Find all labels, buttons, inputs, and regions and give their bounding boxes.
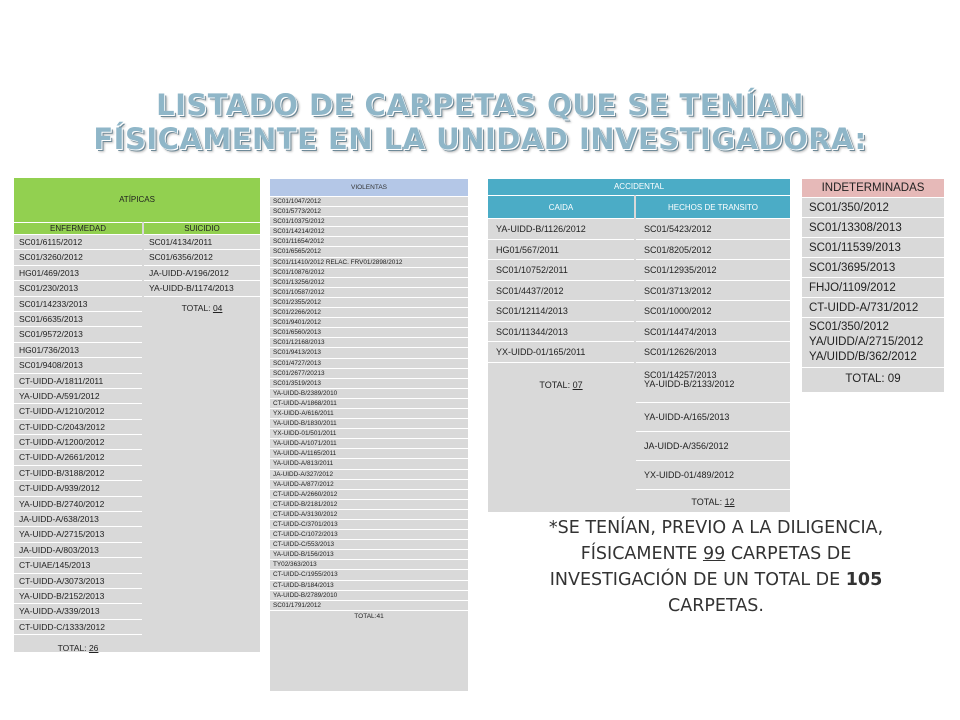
transito-row: YA-UIDD-B/2133/2012 bbox=[644, 378, 735, 389]
violentas-row: CT-UIDD-C/1955/2013 bbox=[270, 569, 468, 579]
suicidio-row: SC01/4134/2011 bbox=[144, 234, 260, 249]
indeterminadas-total: TOTAL: 09 bbox=[802, 367, 944, 389]
summary-note bbox=[496, 515, 936, 619]
indeterminadas-row: SC01/11539/2013 bbox=[802, 237, 944, 257]
violentas-row: CT-UIDD-C/553/2013 bbox=[270, 539, 468, 549]
note-part5: CARPETAS. bbox=[668, 596, 764, 616]
title-line-1: LISTADO DE CARPETAS QUE SE TENÍAN bbox=[156, 88, 804, 122]
indeterminadas-header: INDETERMINADAS bbox=[802, 179, 944, 197]
violentas-row: SC01/6565/2012 bbox=[270, 246, 468, 256]
violentas-row: SC01/1791/2012 bbox=[270, 600, 468, 610]
violentas-row: SC01/10587/2012 bbox=[270, 287, 468, 297]
enfermedad-total-label: TOTAL: bbox=[57, 643, 87, 654]
caida-total-label: TOTAL: bbox=[539, 379, 571, 390]
violentas-row: SC01/11654/2012 bbox=[270, 236, 468, 246]
enfermedad-row: YA-UIDD-A/2715/2013 bbox=[14, 526, 142, 541]
transito-column bbox=[636, 218, 790, 514]
enfermedad-column bbox=[14, 234, 142, 661]
violentas-row: SC01/9413/2013 bbox=[270, 347, 468, 357]
transito-row: SC01/14257/2013 bbox=[636, 362, 790, 378]
enfermedad-row: SC01/3260/2012 bbox=[14, 249, 142, 264]
violentas-row: SC01/2677/20213 bbox=[270, 368, 468, 378]
violentas-table bbox=[270, 179, 468, 691]
violentas-row: JA-UIDD-A/327/2012 bbox=[270, 469, 468, 479]
suicidio-row: YA-UIDD-B/1174/2013 bbox=[144, 280, 260, 295]
transito-row: SC01/8205/2012 bbox=[636, 239, 790, 260]
note-part2: FÍSICAMENTE bbox=[580, 544, 698, 564]
enfermedad-row: SC01/9408/2013 bbox=[14, 357, 142, 372]
violentas-row: YA-UIDD-A/1165/2011 bbox=[270, 448, 468, 458]
indeterminadas-multi-line: YA/UIDD/B/362/2012 bbox=[809, 351, 917, 363]
indeterminadas-row: SC01/350/2012 bbox=[802, 197, 944, 217]
note-total: 105 bbox=[845, 570, 883, 590]
violentas-row: SC01/3519/2013 bbox=[270, 378, 468, 388]
enfermedad-row: CT-UIDD-A/1811/2011 bbox=[14, 373, 142, 388]
violentas-header: VIOLENTAS bbox=[270, 179, 468, 196]
enfermedad-row: CT-UIDD-C/1333/2012 bbox=[14, 619, 142, 634]
caida-row: SC01/12114/2013 bbox=[488, 300, 634, 321]
enfermedad-row: HG01/469/2013 bbox=[14, 265, 142, 280]
enfermedad-row: CT-UIDD-C/2043/2012 bbox=[14, 419, 142, 434]
violentas-row: SC01/4727/2013 bbox=[270, 358, 468, 368]
enfermedad-header: ENFERMEDAD bbox=[14, 222, 142, 235]
violentas-row: YX-UIDD-A/616/2011 bbox=[270, 408, 468, 418]
violentas-row: SC01/2355/2012 bbox=[270, 297, 468, 307]
enfermedad-row: SC01/9572/2013 bbox=[14, 326, 142, 341]
enfermedad-row: CT-UIDD-A/2661/2012 bbox=[14, 449, 142, 464]
enfermedad-row: YA-UIDD-B/2740/2012 bbox=[14, 496, 142, 511]
suicidio-row: JA-UIDD-A/196/2012 bbox=[144, 265, 260, 280]
violentas-row: SC01/14214/2012 bbox=[270, 226, 468, 236]
indeterminadas-row: SC01/13308/2013 bbox=[802, 217, 944, 237]
violentas-row: YA-UIDD-B/2389/2010 bbox=[270, 388, 468, 398]
indeterminadas-table bbox=[802, 179, 944, 392]
violentas-row: CT-UIDD-A/3130/2012 bbox=[270, 509, 468, 519]
suicidio-header: SUICIDIO bbox=[144, 222, 260, 235]
enfermedad-row: SC01/14233/2013 bbox=[14, 296, 142, 311]
caida-row: YA-UIDD-B/1126/2012 bbox=[488, 218, 634, 239]
indeterminadas-multi-line: YA/UIDD/A/2715/2012 bbox=[809, 336, 924, 348]
enfermedad-row: SC01/6635/2013 bbox=[14, 311, 142, 326]
indeterminadas-row: CT-UIDD-A/731/2012 bbox=[802, 297, 944, 317]
transito-row: YA-UIDD-A/165/2013 bbox=[636, 402, 790, 431]
enfermedad-row: CT-UIDD-A/1200/2012 bbox=[14, 434, 142, 449]
enfermedad-row: SC01/230/2013 bbox=[14, 280, 142, 295]
transito-total-label: TOTAL: bbox=[691, 496, 723, 507]
enfermedad-row: YA-UIDD-A/339/2013 bbox=[14, 603, 142, 618]
indeterminadas-multi-row bbox=[802, 317, 944, 367]
violentas-row: SC01/5773/2012 bbox=[270, 206, 468, 216]
indeterminadas-multi-line: SC01/350/2012 bbox=[809, 321, 889, 333]
violentas-row: SC01/2266/2012 bbox=[270, 307, 468, 317]
enfermedad-row: CT-UIDD-A/1210/2012 bbox=[14, 403, 142, 418]
transito-row: SC01/14474/2013 bbox=[636, 321, 790, 342]
violentas-row: YA-UIDD-B/1830/2011 bbox=[270, 418, 468, 428]
transito-row: YX-UIDD-01/489/2012 bbox=[636, 460, 790, 489]
enfermedad-row: YA-UIDD-A/591/2012 bbox=[14, 388, 142, 403]
violentas-row: SC01/12168/2013 bbox=[270, 337, 468, 347]
suicidio-column bbox=[144, 234, 260, 319]
caida-row: YX-UIDD-01/165/2011 bbox=[488, 341, 634, 362]
violentas-row: CT-UIDD-B/184/2013 bbox=[270, 580, 468, 590]
enfermedad-row: SC01/6115/2012 bbox=[14, 234, 142, 249]
page-title bbox=[0, 88, 960, 156]
note-part1: *SE TENÍAN, PREVIO A LA DILIGENCIA, bbox=[548, 518, 884, 538]
caida-column bbox=[488, 218, 634, 440]
violentas-row: TY02/363/2013 bbox=[270, 559, 468, 569]
violentas-row: SC01/9401/2012 bbox=[270, 317, 468, 327]
caida-row: SC01/10752/2011 bbox=[488, 259, 634, 280]
enfermedad-total bbox=[14, 634, 142, 661]
enfermedad-row: CT-UIDD-B/3188/2012 bbox=[14, 465, 142, 480]
violentas-row: SC01/10375/2012 bbox=[270, 216, 468, 226]
suicidio-row: SC01/6356/2012 bbox=[144, 249, 260, 264]
indeterminadas-row: FHJO/1109/2012 bbox=[802, 277, 944, 297]
violentas-row: CT-UIDD-A/1868/2011 bbox=[270, 398, 468, 408]
transito-row: SC01/1000/2012 bbox=[636, 300, 790, 321]
suicidio-total-value: 04 bbox=[212, 302, 223, 313]
violentas-row: SC01/11410/2012 RELAC. FRV01/2898/2012 bbox=[270, 257, 468, 267]
violentas-row: YX-UIDD-01/501/2011 bbox=[270, 428, 468, 438]
violentas-row: SC01/13256/2012 bbox=[270, 277, 468, 287]
violentas-row: SC01/10876/2012 bbox=[270, 267, 468, 277]
enfermedad-row: YA-UIDD-B/2152/2013 bbox=[14, 588, 142, 603]
transito-row: SC01/5423/2012 bbox=[636, 218, 790, 239]
caida-row: HG01/567/2011 bbox=[488, 239, 634, 260]
transito-row: SC01/12935/2012 bbox=[636, 259, 790, 280]
violentas-total: TOTAL:41 bbox=[270, 610, 468, 623]
violentas-row: YA-UIDD-B/156/2013 bbox=[270, 549, 468, 559]
accidental-header: ACCIDENTAL bbox=[488, 179, 790, 195]
violentas-row: YA-UIDD-B/2789/2010 bbox=[270, 590, 468, 600]
violentas-row: SC01/6560/2013 bbox=[270, 327, 468, 337]
atipicas-header: ATÍPICAS bbox=[14, 178, 260, 222]
suicidio-total bbox=[144, 296, 260, 319]
indeterminadas-column bbox=[802, 197, 944, 389]
violentas-row: YA-UIDD-A/813/2011 bbox=[270, 458, 468, 468]
violentas-row: YA-UIDD-A/877/2012 bbox=[270, 479, 468, 489]
enfermedad-row: JA-UIDD-A/638/2013 bbox=[14, 511, 142, 526]
violentas-row: YA-UIDD-A/1071/2011 bbox=[270, 438, 468, 448]
transito-total-value: 12 bbox=[724, 496, 735, 507]
note-count: 99 bbox=[702, 544, 726, 564]
title-line-2: FÍSICAMENTE EN LA UNIDAD INVESTIGADORA: bbox=[93, 122, 867, 156]
suicidio-total-label: TOTAL: bbox=[181, 302, 211, 313]
violentas-row: SC01/1047/2012 bbox=[270, 196, 468, 206]
transito-row: SC01/3713/2012 bbox=[636, 280, 790, 301]
violentas-row: CT-UIDD-C/3701/2013 bbox=[270, 519, 468, 529]
violentas-row: CT-UIDD-C/1072/2013 bbox=[270, 529, 468, 539]
enfermedad-row: HG01/736/2013 bbox=[14, 342, 142, 357]
enfermedad-total-value: 26 bbox=[88, 643, 99, 654]
transito-header: HECHOS DE TRANSITO bbox=[636, 195, 790, 219]
atipicas-table bbox=[14, 178, 260, 652]
accidental-table bbox=[488, 179, 790, 512]
caida-row: SC01/4437/2012 bbox=[488, 280, 634, 301]
enfermedad-row: CT-UIAE/145/2013 bbox=[14, 557, 142, 572]
transito-total bbox=[636, 489, 790, 514]
caida-row: SC01/11344/2013 bbox=[488, 321, 634, 342]
note-part4: INVESTIGACIÓN DE UN TOTAL DE bbox=[549, 570, 841, 590]
transito-row: SC01/12626/2013 bbox=[636, 341, 790, 362]
caida-total-value: 07 bbox=[572, 379, 583, 390]
violentas-row: CT-UIDD-A/2660/2012 bbox=[270, 489, 468, 499]
enfermedad-row: JA-UIDD-A/803/2013 bbox=[14, 542, 142, 557]
enfermedad-row: CT-UIDD-A/3073/2013 bbox=[14, 573, 142, 588]
violentas-row: CT-UIDD-B/2181/2012 bbox=[270, 499, 468, 509]
caida-total bbox=[488, 362, 634, 407]
note-part3: CARPETAS DE bbox=[730, 544, 852, 564]
transito-row: JA-UIDD-A/356/2012 bbox=[636, 431, 790, 460]
enfermedad-row: CT-UIDD-A/939/2012 bbox=[14, 480, 142, 495]
caida-header: CAIDA bbox=[488, 195, 634, 219]
indeterminadas-row: SC01/3695/2013 bbox=[802, 257, 944, 277]
violentas-column bbox=[270, 196, 468, 610]
